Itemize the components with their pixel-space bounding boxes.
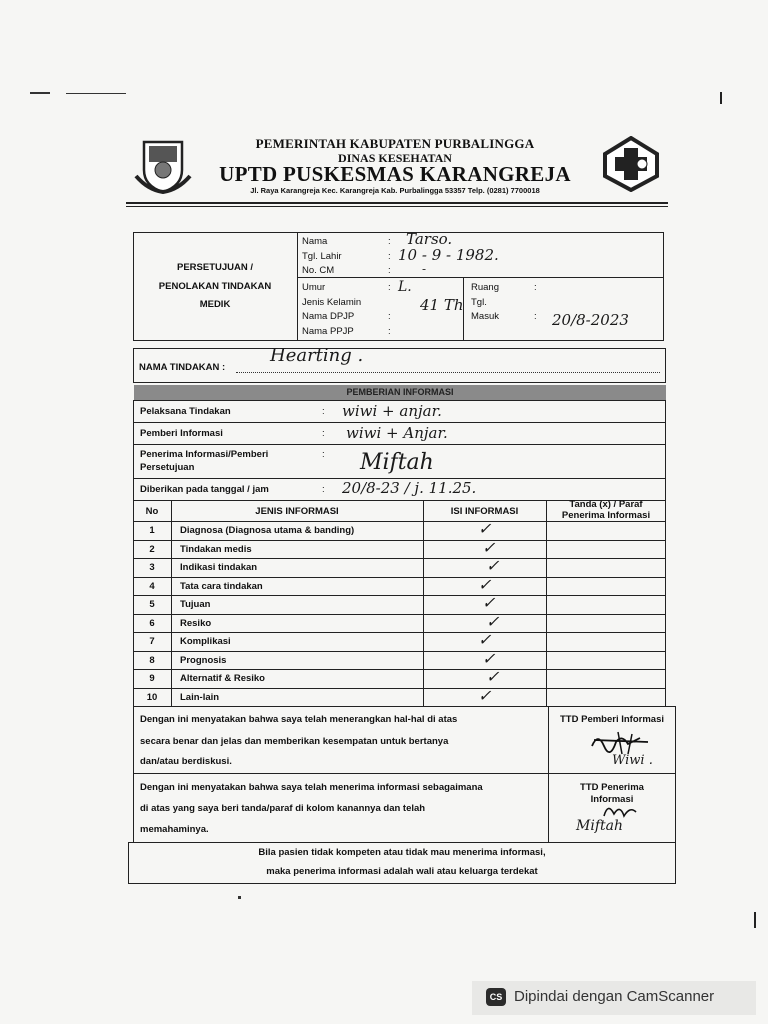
table-row-no: 6 [149, 617, 155, 629]
value-tgl-masuk: 20/8-2023 [552, 311, 629, 329]
colon: : [388, 311, 391, 322]
colon: : [534, 282, 537, 293]
pemberian-informasi-band [134, 385, 666, 400]
table-row-divider [133, 651, 666, 652]
form-title-line: PENOLAKAN TINDAKAN [158, 281, 272, 292]
statement-1-line: Dengan ini menyatakan bahwa saya telah menerangkan hal-hal di atas [140, 714, 458, 725]
colon: : [322, 449, 325, 460]
table-row-jenis: Indikasi tindakan [180, 562, 258, 573]
table-row-divider [133, 632, 666, 633]
form-title-line: PERSETUJUAN / [176, 262, 253, 273]
table-row-jenis: Tujuan [180, 599, 211, 610]
table-row-check: ✓ [478, 519, 492, 538]
header-address: Jl. Raya Karangreja Kec. Karangreja Kab. Purbalingga 53357 Telp. (0281) 7700018 [250, 186, 540, 195]
camscanner-label: Dipindai dengan CamScanner [514, 988, 715, 1005]
pelaksana-value: wiwi + anjar. [342, 402, 442, 420]
table-row-divider [133, 688, 666, 689]
tindakan-label: NAMA TINDAKAN : [139, 362, 226, 373]
colon: : [322, 484, 325, 495]
regency-emblem-icon [134, 136, 192, 194]
table-row-divider [133, 595, 666, 596]
statement-2-line: memahaminya. [140, 824, 209, 835]
table-row-no: 4 [149, 580, 155, 592]
table-row-jenis: Komplikasi [180, 636, 231, 647]
table-row-jenis: Tata cara tindakan [180, 580, 263, 592]
table-row-check: ✓ [478, 685, 492, 705]
colon: : [388, 265, 391, 276]
pemberi-signature-name: Wiwi . [612, 753, 653, 768]
col-header-isi: ISI INFORMASI [450, 506, 519, 517]
value-umur: 41 Th [420, 296, 464, 314]
table-row-divider [133, 669, 666, 670]
table-row-jenis: Prognosis [180, 654, 227, 666]
value-nama: Tarso. [406, 230, 453, 248]
table-row-no: 9 [149, 673, 155, 684]
statement-1-line: secara benar dan jelas dan memberikan kesempatan untuk bertanya [140, 736, 449, 747]
table-row-jenis: Tindakan medis [180, 543, 252, 555]
scan-mark [30, 92, 50, 94]
table-row-no: 8 [149, 654, 155, 666]
table-row-divider [133, 540, 666, 541]
value-jenis-kelamin: L. [398, 279, 412, 295]
form-title-line: MEDIK [199, 299, 231, 310]
table-row-no: 3 [149, 562, 155, 573]
colon: : [388, 251, 391, 262]
label-tgl: Tgl. [471, 297, 487, 308]
pemberian-label: Pelaksana Tindakan [140, 406, 231, 417]
pemberi-value: wiwi + Anjar. [346, 424, 448, 442]
label-umur: Umur [302, 282, 326, 293]
statement-2-line: di atas yang saya beri tanda/paraf di kolom kanannya dan telah [140, 803, 426, 814]
table-row-jenis: Resiko [180, 617, 212, 629]
header-department: DINAS KESEHATAN [338, 151, 452, 165]
scan-mark [754, 912, 756, 928]
col-header-jenis: JENIS INFORMASI [255, 506, 339, 517]
scan-mark [720, 92, 722, 104]
header-government: PEMERINTAH KABUPATEN PURBALINGGA [255, 136, 535, 151]
colon: : [388, 282, 391, 293]
table-row-no: 7 [149, 636, 155, 647]
statement-2-line: Dengan ini menyatakan bahwa saya telah menerima informasi sebagaimana [140, 782, 483, 793]
table-row-check: ✓ [482, 537, 496, 557]
label-jenis-kelamin: Jenis Kelamin [302, 297, 362, 308]
value-tgl-lahir: 10 - 9 - 1982. [398, 246, 499, 264]
puskesmas-logo-icon [602, 136, 660, 192]
header-rule [126, 206, 668, 207]
header-institution: UPTD PUSKESMAS KARANGREJA [219, 162, 571, 186]
table-row-divider [133, 558, 666, 559]
table-row-check: ✓ [478, 630, 492, 649]
value-no-cm: - [422, 262, 427, 276]
table-row-no: 5 [149, 599, 155, 610]
header-rule [126, 202, 668, 204]
table-row-check: ✓ [486, 667, 500, 686]
table-row-check: ✓ [482, 648, 496, 668]
label-nama-dpjp: Nama DPJP [302, 311, 355, 322]
label-nama: Nama [302, 236, 328, 247]
colon: : [534, 311, 537, 322]
ttd-pemberi-label: TTD Pemberi Informasi [560, 714, 664, 725]
ttd-penerima-label: Informasi [590, 794, 634, 805]
label-no-cm: No. CM [302, 265, 335, 276]
pemberian-label: Diberikan pada tanggal / jam [140, 484, 269, 495]
pemberian-label: Penerima Informasi/Pemberi [140, 449, 269, 460]
colon: : [322, 406, 325, 417]
statement-1-line: dan/atau berdiskusi. [140, 756, 232, 767]
label-tgl-lahir: Tgl. Lahir [302, 251, 342, 262]
table-row-check: ✓ [478, 574, 492, 594]
footer-note-line: maka penerima informasi adalah wali atau keluarga terdekat [266, 866, 538, 877]
label-masuk: Masuk [471, 311, 499, 322]
table-row-no: 10 [146, 691, 158, 703]
colon: : [388, 326, 391, 337]
ttd-penerima-label: TTD Penerima [580, 782, 644, 793]
table-row-check: ✓ [486, 556, 500, 575]
footer-note-line: Bila pasien tidak kompeten atau tidak mau menerima informasi, [258, 847, 546, 858]
col-header-tanda: Tanda (x) / Paraf [569, 499, 643, 510]
table-row-check: ✓ [482, 593, 496, 612]
col-header-tanda: Penerima Informasi [561, 510, 651, 521]
scan-mark [238, 896, 241, 899]
col-header-no: No [145, 506, 159, 517]
table-row-jenis: Alternatif & Resiko [180, 673, 265, 684]
table-row-jenis: Lain-lain [180, 691, 220, 703]
penerima-value: Miftah [360, 450, 434, 475]
table-row-no: 2 [149, 543, 155, 555]
table-row-no: 1 [149, 525, 155, 536]
scan-mark [66, 93, 126, 94]
table-row-jenis: Diagnosa (Diagnosa utama & banding) [180, 525, 355, 536]
pemberian-informasi-title: PEMBERIAN INFORMASI [346, 387, 454, 397]
penerima-signature-name: Miftah [576, 818, 623, 834]
table-row-check: ✓ [486, 611, 500, 631]
label-ruang: Ruang [471, 282, 499, 293]
camscanner-logo-icon: CS [486, 988, 506, 1006]
table-row-divider [133, 614, 666, 615]
pemberian-label: Persetujuan [140, 462, 195, 473]
tindakan-dotted-line [236, 372, 660, 373]
tindakan-value: Hearting . [270, 345, 364, 366]
table-row-divider [133, 577, 666, 578]
colon: : [388, 236, 391, 247]
label-nama-ppjp: Nama PPJP [302, 326, 354, 337]
diberikan-value: 20/8-23 / j. 11.25. [342, 479, 477, 497]
pemberian-label: Pemberi Informasi [140, 428, 223, 439]
colon: : [322, 428, 325, 439]
